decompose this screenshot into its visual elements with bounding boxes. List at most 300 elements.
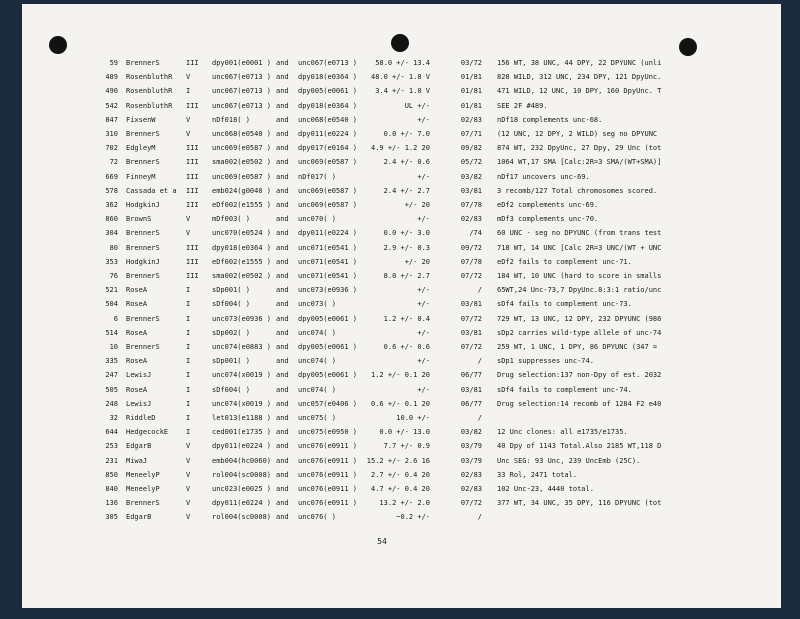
cell-g2: unc076( ) [298,513,336,522]
cell-ref: RosenbluthR [126,101,173,110]
cell-chr: V [186,115,191,124]
cell-val: +/- [417,286,430,295]
cell-note: 184 WT, 10 UNC (hard to score in smalls [497,272,662,280]
cell-note: Unc SEG: 93 Unc, 239 UncEmb (25C). [497,456,641,465]
cell-ref: HodgkinJ [126,257,160,266]
cell-g2: unc073( ) [298,300,336,309]
cell-chr: I [186,87,191,96]
cell-id: 32 [109,414,118,422]
cell-val: 1.2 +/- 0.1 20 [370,371,430,380]
cell-val: 0.0 +/- 13.0 [379,428,430,437]
cell-g1: unc068(e0540 ) [212,130,272,138]
cell-g1: rol004(sc0008) [212,513,272,522]
cell-g2: dpy018(e0364 ) [298,101,358,110]
cell-and: and [276,186,289,195]
cell-id: 6 [113,314,118,323]
cell-val: UL +/- [404,101,430,110]
cell-date: 03/72 [460,59,482,67]
cell-date: 05/72 [460,158,482,167]
cell-id: 231 [105,456,118,465]
cell-chr: I [186,399,191,408]
cell-val: 10.0 +/- [396,414,430,422]
cell-id: 248 [105,399,118,408]
cell-date: / [477,414,482,422]
cell-date: 03/81 [460,186,482,195]
cell-chr: V [186,470,191,479]
cell-date: 02/83 [460,485,482,493]
cell-g1: unc067(e0713 ) [212,73,272,82]
cell-id: 362 [105,201,118,209]
cell-id: 514 [105,328,118,337]
cell-g2: unc075( ) [298,414,336,422]
cell-date: 02/83 [460,115,482,124]
cell-id: 850 [105,470,118,479]
cell-note: nDf17 uncovers unc-69. [497,172,590,181]
cell-id: 353 [105,257,118,266]
cell-and: and [276,286,289,295]
cell-and: and [276,272,289,280]
cell-and: and [276,59,289,67]
cell-note: 259 WT, 1 UNC, 1 DPY, 86 DPYUNC (347 = [497,343,658,351]
cell-g1: sDp001( ) [212,357,250,366]
cell-g2: unc057(e0406 ) [298,399,358,408]
table-row [22,510,781,524]
cell-g1: eDf002(e1555 ) [212,257,272,266]
table-row [22,368,781,382]
cell-val: 2.4 +/- 2.7 [383,186,430,195]
cell-date: 09/82 [460,144,482,153]
cell-g1: dpy011(e0224 ) [212,499,272,508]
cell-ref: BrennerS [126,314,160,323]
cell-date: 07/72 [460,314,482,323]
cell-val: 2.9 +/- 0.3 [383,243,430,252]
cell-and: and [276,499,289,508]
punch-hole-left [49,36,67,54]
table-row [22,269,781,283]
cell-g2: dpy005(e0061 ) [298,371,358,380]
cell-chr: III [186,257,199,266]
cell-val: +/- [417,328,430,337]
cell-ref: EdgarB [126,513,152,522]
cell-g2: unc067(e0713 ) [298,59,358,67]
cell-date: 03/79 [460,456,482,465]
cell-g2: unc076(e0911 ) [298,470,358,479]
cell-note: Drug selection:137 non-Dpy of est. 2032 [497,371,662,380]
cell-date: 01/81 [460,73,482,82]
cell-note: mDf3 complements unc-70. [497,215,599,224]
cell-ref: MeneelyP [126,470,160,479]
cell-date: 03/81 [460,300,482,309]
cell-g1: unc074(x0019 ) [212,371,272,380]
cell-chr: V [186,229,191,238]
table-row [22,383,781,397]
cell-val: +/- [417,215,430,224]
cell-chr: I [186,314,191,323]
paper-sheet [22,4,781,608]
cell-g2: dpy005(e0061 ) [298,87,358,96]
cell-val: +/- [417,385,430,394]
table-row [22,482,781,496]
cell-g1: rol004(sc0008) [212,470,272,479]
cell-g2: dpy005(e0061 ) [298,343,358,351]
table-row [22,198,781,212]
cell-id: 72 [109,158,118,167]
cell-ref: LewisJ [126,371,152,380]
cell-and: and [276,470,289,479]
cell-and: and [276,144,289,153]
cell-g1: sDf004( ) [212,385,250,394]
cell-chr: V [186,485,191,493]
cell-and: and [276,414,289,422]
cell-and: and [276,101,289,110]
cell-note: 65WT,24 Unc-73,7 DpyUnc.8:3:1 ratio/unc [497,286,662,295]
cell-note: 3 recomb/127 Total chromosomes scored. [497,186,658,195]
cell-date: 01/81 [460,101,482,110]
cell-note: SEE 2F #489. [497,101,548,110]
cell-g2: unc076(e0911 ) [298,442,358,451]
cell-chr: III [186,201,199,209]
table-row [22,170,781,184]
cell-note: 471 WILD, 12 UNC, 10 DPY, 160 DpyUnc. T [497,87,662,96]
cell-date: 06/77 [460,371,482,380]
cell-ref: RosenbluthR [126,73,173,82]
cell-id: 76 [109,272,118,280]
table-row [22,141,781,155]
cell-chr: I [186,414,191,422]
table-row [22,439,781,453]
cell-date: 03/81 [460,385,482,394]
cell-and: and [276,229,289,238]
cell-id: 490 [105,87,118,96]
cell-date: 07/78 [460,201,482,209]
cell-g1: ced001(e1735 ) [212,428,272,437]
cell-ref: FixsenW [126,115,156,124]
cell-and: and [276,442,289,451]
cell-ref: BrennerS [126,272,160,280]
cell-and: and [276,513,289,522]
table-row [22,84,781,98]
table-row [22,411,781,425]
cell-id: 304 [105,229,118,238]
cell-val: +/- [417,357,430,366]
cell-chr: I [186,371,191,380]
cell-note: 156 WT, 38 UNC, 44 DPY, 22 DPYUNC (unli [497,59,662,67]
cell-date: 03/82 [460,172,482,181]
cell-date: 09/72 [460,243,482,252]
cell-g2: unc069(e0587 ) [298,201,358,209]
cell-note: Drug selection:14 recomb of 1284 F2 e40 [497,399,662,408]
cell-g2: unc071(e0541 ) [298,243,358,252]
cell-and: and [276,243,289,252]
cell-g1: sma002(e0502 ) [212,158,272,167]
table-row [22,354,781,368]
cell-chr: III [186,101,199,110]
cell-id: 305 [105,513,118,522]
cell-note: eDf2 complements unc-69. [497,201,599,209]
cell-g2: unc071(e0541 ) [298,257,358,266]
cell-note: sDf4 fails to complement unc-74. [497,385,632,394]
cell-ref: BrennerS [126,243,160,252]
cell-val: 3.4 +/- 1.0 V [375,87,430,96]
cell-id: 521 [105,286,118,295]
cell-id: 669 [105,172,118,181]
cell-note: 40 Dpy of 1143 Total.Also 2185 WT,118 D [497,442,662,451]
cell-id: 489 [105,73,118,82]
cell-date: 03/81 [460,328,482,337]
cell-g1: unc069(e0587 ) [212,144,272,153]
cell-ref: HedgecockE [126,428,169,437]
table-row [22,283,781,297]
cell-chr: I [186,357,191,366]
cell-g2: unc071(e0541 ) [298,272,358,280]
cell-date: / [477,513,482,522]
cell-id: 542 [105,101,118,110]
cell-g1: nDf018( ) [212,115,250,124]
cell-note: 377 WT, 34 UNC, 35 DPY, 116 DPYUNC (tot [497,499,662,508]
cell-ref: MiwaJ [126,456,148,465]
cell-date: 07/78 [460,257,482,266]
cell-ref: RoseA [126,385,148,394]
cell-and: and [276,428,289,437]
cell-g1: unc074(x0019 ) [212,399,272,408]
cell-g1: let013(e1188 ) [212,414,272,422]
cell-g1: unc073(e0936 ) [212,314,272,323]
cell-note: 874 WT, 232 DpyUnc, 27 Dpy, 29 Unc (tot [497,144,662,153]
cell-chr: V [186,499,191,508]
table-row [22,468,781,482]
cell-g2: dpy011(e0224 ) [298,130,358,138]
cell-g2: unc076(e0911 ) [298,485,358,493]
cell-val: +/- [417,115,430,124]
cell-g1: unc023(e0025 ) [212,485,272,493]
cell-g1: dpy018(e0364 ) [212,243,272,252]
cell-id: 80 [109,243,118,252]
cell-date: / [477,357,482,366]
cell-ref: RoseA [126,300,148,309]
cell-g1: mDf003( ) [212,215,250,224]
cell-g2: unc068(e0540 ) [298,115,358,124]
cell-val: ~0.2 +/- [396,513,430,522]
cell-ref: RiddleD [126,414,156,422]
cell-g2: unc076(e0911 ) [298,456,358,465]
cell-ref: BrennerS [126,130,160,138]
cell-note: 60 UNC - seg no DPYUNC (from trans test [497,229,662,238]
table-row [22,155,781,169]
cell-and: and [276,201,289,209]
cell-id: 505 [105,385,118,394]
cell-g2: dpy017(e0164 ) [298,144,358,153]
table-row [22,212,781,226]
cell-id: 253 [105,442,118,451]
table-row [22,425,781,439]
cell-id: 136 [105,499,118,508]
cell-and: and [276,130,289,138]
cell-ref: RosenbluthR [126,87,173,96]
table-row [22,70,781,84]
cell-chr: I [186,343,191,351]
cell-g1: unc069(e0587 ) [212,172,272,181]
cell-g2: unc074( ) [298,357,336,366]
cell-chr: V [186,513,191,522]
cell-note: eDf2 fails to complement unc-71. [497,257,632,266]
cell-id: 59 [109,59,118,67]
cell-chr: III [186,272,199,280]
cell-g2: unc076(e0911 ) [298,499,358,508]
table-row [22,496,781,510]
cell-val: 4.7 +/- 0.4 20 [370,485,430,493]
cell-date: / [477,286,482,295]
cell-ref: BrennerS [126,229,160,238]
cell-ref: MeneelyP [126,485,160,493]
cell-and: and [276,456,289,465]
table-row [22,397,781,411]
cell-val: +/- [417,172,430,181]
cell-and: and [276,385,289,394]
cell-ref: BrennerS [126,158,160,167]
cell-ref: FinneyM [126,172,156,181]
cell-id: 644 [105,428,118,437]
cell-id: 310 [105,130,118,138]
punch-hole-right [679,38,697,56]
cell-id: 702 [105,144,118,153]
cell-g2: nDf017( ) [298,172,336,181]
cell-chr: V [186,442,191,451]
cell-val: 15.2 +/- 2.6 16 [366,456,430,465]
cell-and: and [276,87,289,96]
cell-ref: RoseA [126,328,148,337]
table-row [22,113,781,127]
cell-and: and [276,328,289,337]
cell-note: 729 WT, 13 UNC, 12 DPY, 232 DPYUNC (986 [497,314,662,323]
cell-val: 48.0 +/- 1.8 V [370,73,430,82]
cell-date: 07/72 [460,499,482,508]
cell-g2: unc069(e0587 ) [298,186,358,195]
cell-chr: V [186,215,191,224]
cell-note: (12 UNC, 12 DPY, 2 WILD) seg no DPYUNC [497,130,658,138]
cell-note: 102 Unc-23, 4440 total. [497,485,594,493]
cell-id: 847 [105,115,118,124]
cell-val: +/- [417,300,430,309]
cell-and: and [276,257,289,266]
table-row [22,340,781,354]
cell-val: 7.7 +/- 0.9 [383,442,430,451]
cell-g1: unc067(e0713 ) [212,101,272,110]
cell-val: 0.0 +/- 3.0 [383,229,430,238]
page-number: 54 [377,537,387,546]
cell-note: 1064 WT,17 SMA [Calc:2R=3 SMA/(WT+SMA)] [497,158,662,167]
cell-date: 07/71 [460,130,482,138]
cell-and: and [276,158,289,167]
cell-and: and [276,300,289,309]
cell-g2: unc074( ) [298,328,336,337]
table-row [22,255,781,269]
cell-val: 0.6 +/- 0.6 [383,343,430,351]
table-row [22,127,781,141]
cell-g1: emb024(g0040 ) [212,186,272,195]
cell-g2: dpy018(e0364 ) [298,73,358,82]
cell-ref: EdgleyM [126,144,156,153]
cell-and: and [276,485,289,493]
cell-ref: Cassada et a [126,186,177,195]
cell-g1: emb004(hc0060) [212,456,272,465]
cell-ref: EdgarB [126,442,152,451]
cell-and: and [276,115,289,124]
cell-id: 10 [109,343,118,351]
table-row [22,297,781,311]
cell-val: 4.9 +/- 1.2 20 [370,144,430,153]
cell-date: 01/81 [460,87,482,96]
cell-val: 0.6 +/- 0.1 20 [370,399,430,408]
cell-and: and [276,357,289,366]
cell-note: nDf18 complements unc-68. [497,115,603,124]
punch-hole-center [391,34,409,52]
cell-g1: dpy001(e0001 ) [212,59,272,67]
cell-id: 247 [105,371,118,380]
cell-g1: dpy011(e0224 ) [212,442,272,451]
cell-id: 578 [105,186,118,195]
cell-val: 8.0 +/- 2.7 [383,272,430,280]
cell-g2: unc069(e0587 ) [298,158,358,167]
cell-chr: I [186,300,191,309]
cell-date: 02/83 [460,215,482,224]
cell-g1: sDf004( ) [212,300,250,309]
cell-date: 07/72 [460,343,482,351]
cell-date: 03/79 [460,442,482,451]
cell-g1: eDf002(e1555 ) [212,201,272,209]
table-row [22,56,781,70]
cell-ref: RoseA [126,286,148,295]
cell-chr: III [186,172,199,181]
cell-note: 828 WILD, 312 UNC, 234 DPY, 121 DpyUnc. [497,73,662,82]
cell-val: 13.2 +/- 2.0 [379,499,430,508]
cell-val: +/- 20 [404,201,430,209]
cell-and: and [276,399,289,408]
cell-chr: III [186,144,199,153]
cell-date: /74 [469,229,482,238]
cell-g2: unc075(e0950 ) [298,428,358,437]
cell-note: sDf4 fails to complement unc-73. [497,300,632,309]
cell-ref: BrennerS [126,59,160,67]
cell-chr: III [186,158,199,167]
table-row [22,312,781,326]
cell-date: 06/77 [460,399,482,408]
cell-val: 58.0 +/- 13.4 [375,59,430,67]
cell-chr: III [186,243,199,252]
cell-chr: I [186,428,191,437]
cell-chr: III [186,186,199,195]
cell-and: and [276,73,289,82]
table-row [22,99,781,113]
cell-g2: unc070( ) [298,215,336,224]
cell-and: and [276,172,289,181]
table-row [22,184,781,198]
cell-g2: dpy011(e0224 ) [298,229,358,238]
cell-ref: BrennerS [126,343,160,351]
cell-ref: LewisJ [126,399,152,408]
table-row [22,454,781,468]
cell-note: 12 Unc clones: all e1735/e1735. [497,428,628,437]
cell-and: and [276,343,289,351]
cell-id: 335 [105,357,118,366]
cell-date: 07/72 [460,272,482,280]
cell-chr: V [186,130,191,138]
cell-g1: sDp002( ) [212,328,250,337]
cell-g2: dpy005(e0061 ) [298,314,358,323]
cell-g1: sma002(e0502 ) [212,272,272,280]
cell-val: 2.7 +/- 0.4 20 [370,470,430,479]
cell-id: 860 [105,215,118,224]
cell-val: 1.2 +/- 0.4 [383,314,430,323]
